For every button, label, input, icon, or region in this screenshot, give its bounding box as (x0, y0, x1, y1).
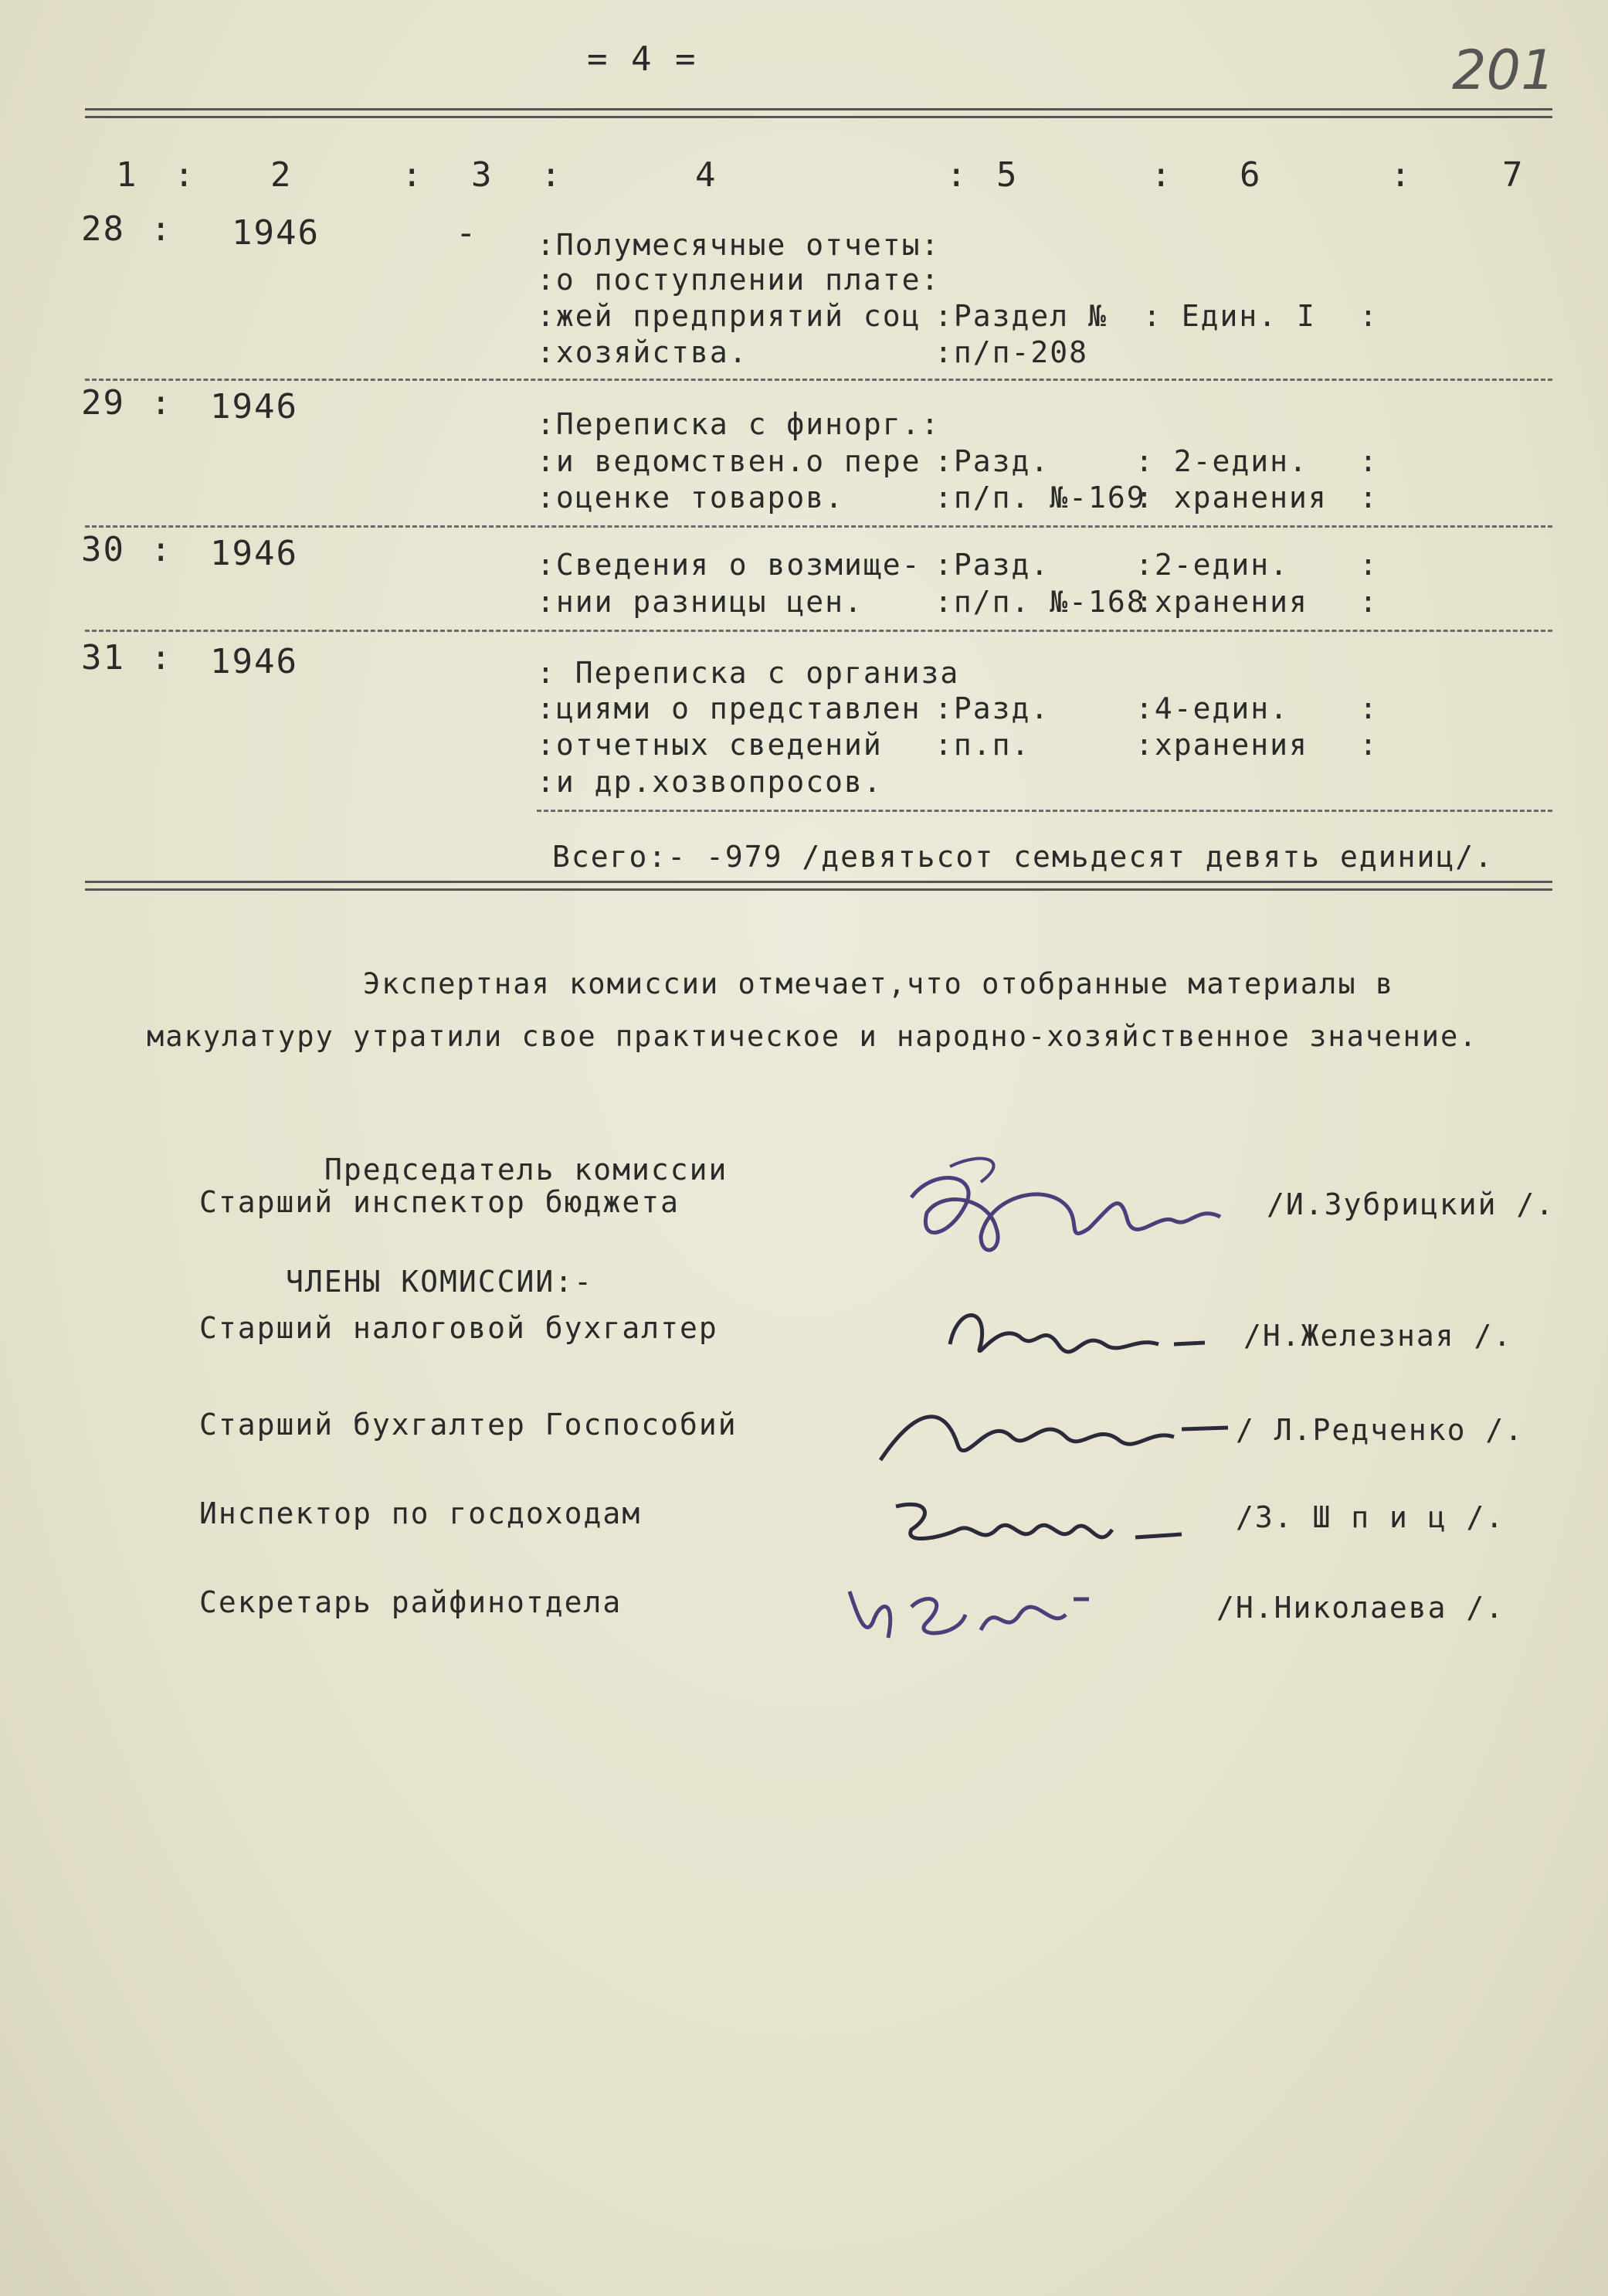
row-units: : 2-един. (1135, 444, 1308, 478)
row-title-line: :нии разницы цен. (537, 585, 863, 619)
header-col-4: 4 (695, 155, 717, 195)
row-section: :Разд. (935, 691, 1050, 725)
row-divider (85, 525, 1552, 528)
row-section: :п/п-208 (935, 335, 1089, 369)
row-title-line: :оценке товаров. (537, 481, 845, 515)
member-role: Старший налоговой бухгалтер (199, 1311, 718, 1345)
row-title-line: :отчетных сведений (537, 728, 883, 762)
row-title-line: :хозяйства. (537, 335, 748, 369)
chair-role: Старший инспектор бюджета (199, 1185, 680, 1219)
chair-title: Председатель комиссии (324, 1153, 728, 1187)
chair-name: /И.Зубрицкий /. (1267, 1187, 1555, 1221)
header-rule (85, 108, 1552, 110)
conclusion-line: макулатуру утратили свое практическое и народно-хозяйственное значение. (147, 1020, 1478, 1053)
member-role: Старший бухгалтер Госпособий (199, 1408, 738, 1442)
row-units: :хранения (1135, 728, 1308, 762)
row-trail: : (1359, 444, 1379, 478)
row-trail: : (1359, 728, 1379, 762)
member-signature (880, 1483, 1236, 1568)
header-sep: : (1390, 155, 1413, 195)
row-title-line: :о поступлении плате: (537, 263, 941, 297)
row-units: :4-един. (1135, 691, 1290, 725)
chair-signature (865, 1143, 1267, 1282)
header-sep: : (1151, 155, 1173, 195)
header-sep: : (541, 155, 563, 195)
row-col3: - (456, 213, 478, 253)
members-heading: ЧЛЕНЫ КОМИССИИ:- (286, 1265, 594, 1299)
member-role: Секретарь райфинотдела (199, 1585, 623, 1619)
row-section: :п/п. №-169 (935, 481, 1146, 515)
row-title-line: :Переписка с финорг.: (537, 407, 941, 441)
header-sep: : (174, 155, 196, 195)
row-section: :Раздел № (935, 299, 1108, 333)
conclusion-line: Экспертная комиссии отмечает,что отобранные материалы в (363, 967, 1395, 1000)
row-title-line: : Переписка с организа (537, 656, 960, 690)
row-units: : хранения (1135, 481, 1328, 515)
row-title-line: :циями о представлен (537, 691, 921, 725)
row-number: 30 (81, 530, 125, 569)
row-number: 29 (81, 383, 125, 423)
member-signature (865, 1383, 1236, 1483)
row-year: 1946 (210, 534, 298, 573)
row-trail: : (1359, 585, 1379, 619)
row-trail: : (1359, 691, 1379, 725)
header-sep: : (946, 155, 969, 195)
member-signature (834, 1568, 1159, 1653)
row-trail: : (1359, 548, 1379, 582)
row-title-line: :и др.хозвопросов. (537, 765, 883, 799)
row-sep: : (151, 638, 173, 678)
row-sep: : (151, 530, 173, 569)
row-sep: : (151, 383, 173, 423)
row-section: :Разд. (935, 548, 1050, 582)
total-line: Всего:- -979 /девятьсот семьдесят девять единиц/. (552, 840, 1494, 874)
row-number: 28 (81, 209, 125, 249)
member-signature (927, 1290, 1251, 1383)
archive-number: 201 (1452, 39, 1555, 102)
row-section: :п.п. (935, 728, 1031, 762)
member-name: /З. Ш п и ц /. (1236, 1500, 1505, 1534)
row-units: :хранения (1135, 585, 1308, 619)
row-section: :Разд. (935, 444, 1050, 478)
header-col-1: 1 (116, 155, 138, 195)
row-section: :п/п. №-168 (935, 585, 1146, 619)
member-name: /Н.Железная /. (1243, 1319, 1513, 1353)
member-role: Инспектор по госдоходам (199, 1496, 642, 1530)
row-divider (85, 630, 1552, 632)
header-col-7: 7 (1502, 155, 1525, 195)
row-divider (85, 379, 1552, 381)
row-number: 31 (81, 638, 125, 678)
row-title-line: :Полумесячные отчеты: (537, 228, 941, 262)
page-number: = 4 = (587, 39, 697, 79)
header-col-5: 5 (996, 155, 1019, 195)
row-title-line: :и ведомствен.о пере (537, 444, 921, 478)
row-year: 1946 (232, 213, 320, 253)
header-col-3: 3 (471, 155, 494, 195)
row-sep: : (151, 209, 173, 249)
row-units: :2-един. (1135, 548, 1290, 582)
row-title-line: :жей предприятий соц (537, 299, 921, 333)
member-name: /Н.Николаева /. (1216, 1591, 1505, 1625)
header-col-2: 2 (270, 155, 293, 195)
header-sep: : (402, 155, 424, 195)
row-year: 1946 (210, 387, 298, 426)
row-divider (537, 810, 1552, 812)
row-trail: : (1359, 481, 1379, 515)
member-name: / Л.Редченко /. (1236, 1413, 1525, 1447)
row-units: : Един. I (1143, 299, 1316, 333)
row-title-line: :Сведения о возмище- (537, 548, 921, 582)
row-trail: : (1359, 299, 1379, 333)
header-col-6: 6 (1240, 155, 1262, 195)
row-year: 1946 (210, 642, 298, 681)
table-bottom-rule (85, 881, 1552, 883)
